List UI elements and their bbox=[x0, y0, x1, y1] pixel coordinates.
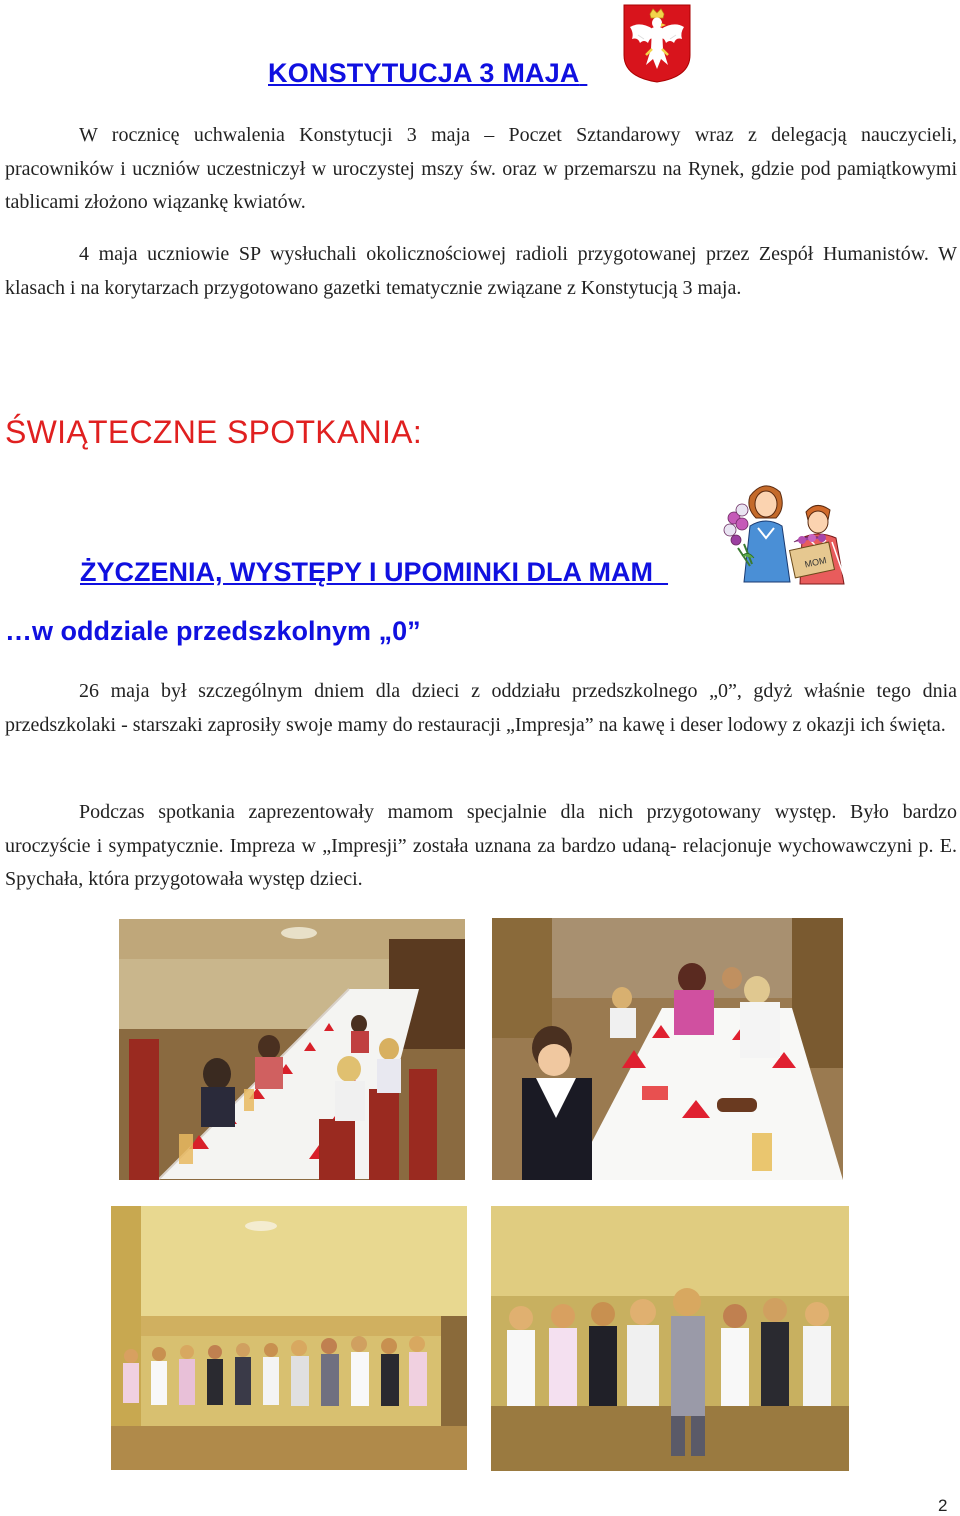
page-number: 2 bbox=[938, 1496, 948, 1515]
photo-children-performance-2 bbox=[491, 1206, 849, 1471]
konstytucja-paragraph-1: W rocznicę uchwalenia Konstytucji 3 maja – Poczet Sztandarowy wraz z delegacją nauczycieli, pracowników i uczniów uczestniczył w uroczystej mszy św. oraz w przemarszu na Rynek, gdzie pod pamiątkowymi tablicami złożono wiązankę kwiatów. bbox=[5, 124, 957, 213]
photo-children-performance-1 bbox=[111, 1206, 467, 1470]
subtitle-zyczenia: ŻYCZENIA, WYSTĘPY I UPOMINKI DLA MAM bbox=[80, 557, 654, 587]
photo-restaurant-table-2 bbox=[492, 918, 843, 1180]
konstytucja-paragraph-2: 4 maja uczniowie SP wysłuchali okolicznościowej radioli przygotowanej przez Zespół Humanistów. W klasach i na korytarzach przygotowano gazetki tematycznie związane z Konstytucją 3 maja. bbox=[5, 243, 957, 299]
subtitle-oddzial: …w oddziale przedszkolnym „0” bbox=[5, 616, 421, 646]
photo-restaurant-table-1 bbox=[119, 919, 465, 1180]
clipart-mom-label: MOM bbox=[803, 555, 828, 570]
section-title-spotkania: ŚWIĄTECZNE SPOTKANIA: bbox=[5, 414, 423, 450]
spotkania-paragraph-2: Podczas spotkania zaprezentowały mamom specjalnie dla nich przygotowany występ. Było bardzo uroczyście i sympatycznie. Impreza w „Impresji” została uznana za bardzo udaną- relacjonuje wychowawczyni p. E. Spychała, która przygotowała występ dzieci. bbox=[5, 801, 957, 890]
polish-emblem-icon bbox=[622, 3, 692, 83]
spotkania-paragraph-1: 26 maja był szczególnym dniem dla dzieci z oddziału przedszkolnego „0”, gdyż właśnie tego dnia przedszkolaki - starszaki zaprosiły swoje mamy do restauracji „Impresja” na kawę i deser lodowy z okazji ich święta. bbox=[5, 680, 957, 736]
mothers-day-clipart bbox=[720, 478, 856, 588]
section-title-konstytucja: KONSTYTUCJA 3 MAJA bbox=[268, 58, 580, 88]
